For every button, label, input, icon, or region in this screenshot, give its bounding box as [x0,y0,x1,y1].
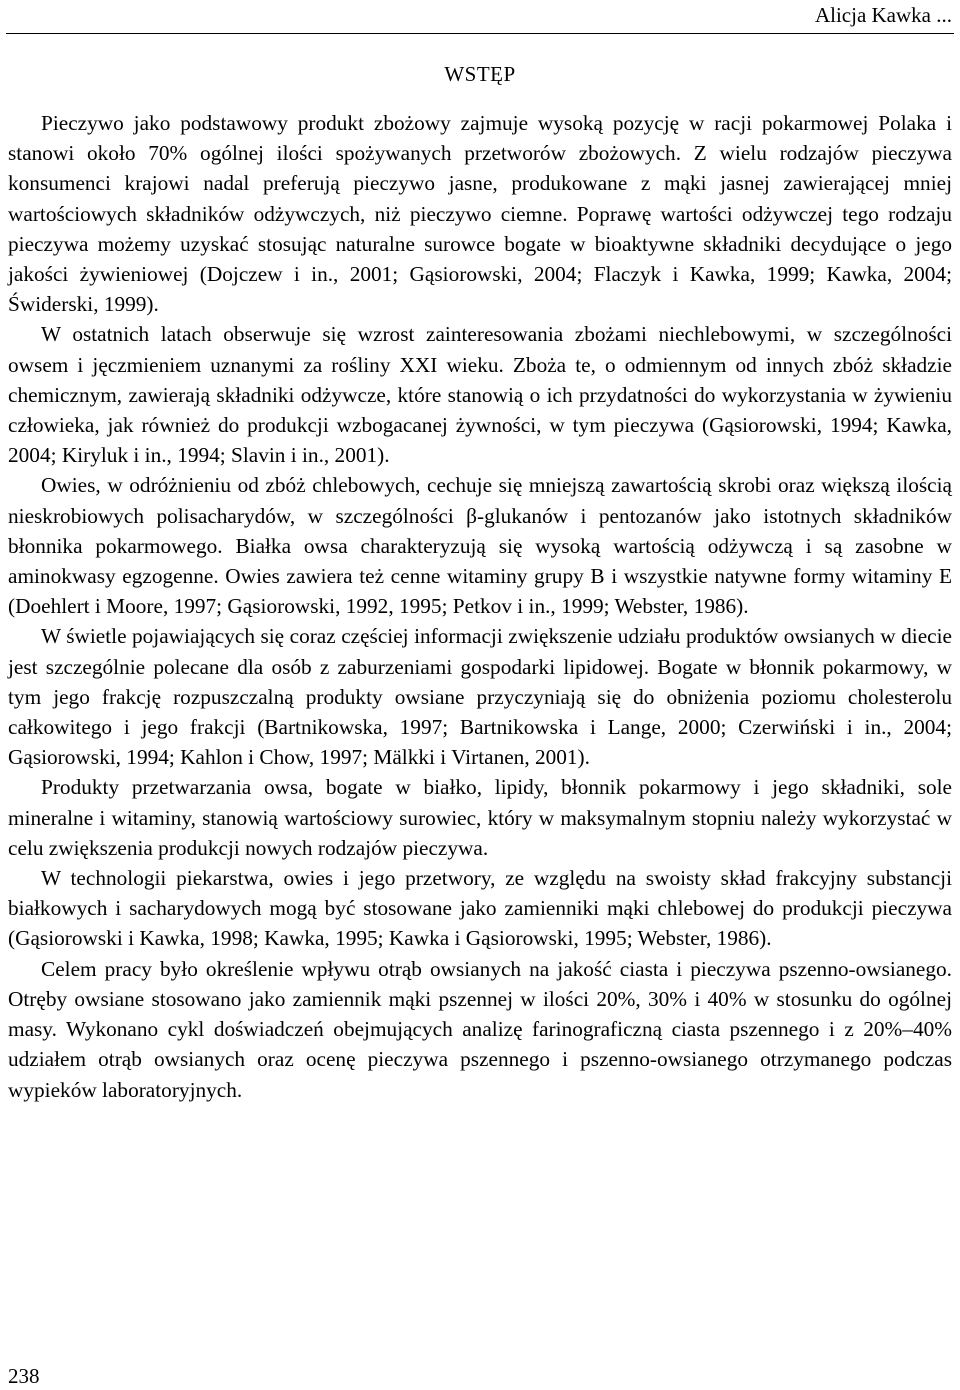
paragraph: Celem pracy było określenie wpływu otrąb owsianych na jakość ciasta i pieczywa pszenno-owsianego. Otręby owsiane stosowano jako zamiennik mąki pszennej w ilości 20%, 30% i 40% w stosunku do ogólnej masy. Wykonano cykl doświadczeń obejmujących analizę farinograficzną ciasta pszennego i z 20%–40% udziałem otrąb owsianych oraz ocenę pieczywa pszennego i pszenno-owsianego otrzymanego podczas wypieków laboratoryjnych. [8,956,952,1102]
paragraph: W ostatnich latach obserwuje się wzrost zainteresowania zbożami niechlebowymi, w szczególności owsem i jęczmieniem uznanymi za rośliny XXI wieku. Zboża te, o odmiennym od innych zbóż składzie chemicznym, zawierają składniki odżywcze, które stanowią o ich przydatności do wykorzystania w żywieniu człowieka, jak również do produkcji wzbogacanej żywności, w tym pieczywa (Gąsiorowski, 1994; Kawka, 2004; Kiryluk i in., 1994; Slavin i in., 2001). [8,322,952,468]
header-divider [6,33,954,34]
paragraph: W technologii piekarstwa, owies i jego przetwory, ze względu na swoisty skład frakcyjny substancji białkowych i sacharydowych mogą być stosowane jako zamienniki mąki chlebowej do produkcji pieczywa (Gąsiorowski i Kawka, 1998; Kawka, 1995; Kawka i Gąsiorowski, 1995; Webster, 1986). [8,866,952,951]
paragraph: Pieczywo jako podstawowy produkt zbożowy zajmuje wysoką pozycję w racji pokarmowej Polaka i stanowi około 70% ogólnej ilości spożywanych przetworów zbożowych. Z wielu rodzajów pieczywa konsumenci krajowi nadal preferują pieczywo jasne, produkowane z mąki jasnej zawierającej mniej wartościowych składników odżywczych, niż pieczywo ciemne. Poprawę wartości odżywczej tego rodzaju pieczywa możemy uzyskać stosując naturalne surowce bogate w bioaktywne składniki decydujące o jego jakości żywieniowej (Dojczew i in., 2001; Gąsiorowski, 2004; Flaczyk i Kawka, 1999; Kawka, 2004; Świderski, 1999). [8,111,952,317]
page-number: 238 [8,1364,40,1388]
running-header: Alicja Kawka ... [814,3,952,27]
paragraph: W świetle pojawiających się coraz częściej informacji zwiększenie udziału produktów owsianych w diecie jest szczególnie polecane dla osób z zaburzeniami gospodarki lipidowej. Bogate w błonnik pokarmowy, w tym jego frakcję rozpuszczalną produkty owsiane przyczyniają się do obniżenia poziomu cholesterolu całkowitego i jego frakcji (Bartnikowska, 1997; Bartnikowska i Lange, 2000; Czerwiński i in., 2004; Gąsiorowski, 1994; Kahlon i Chow, 1997; Mälkki i Virtanen, 2001). [8,624,952,770]
paragraph: Owies, w odróżnieniu od zbóż chlebowych, cechuje się mniejszą zawartością skrobi oraz większą ilością nieskrobiowych polisacharydów, w szczególności β-glukanów i pentozanów jako istotnych składników błonnika pokarmowego. Białka owsa charakteryzują się wysoką wartością odżywczą i są zasobne w aminokwasy egzogenne. Owies zawiera też cenne witaminy grupy B i wszystkie natywne formy witaminy E (Doehlert i Moore, 1997; Gąsiorowski, 1992, 1995; Petkov i in., 1999; Webster, 1986). [8,473,952,619]
section-heading: WSTĘP [444,62,516,86]
body-text [8,108,952,1105]
paragraph: Produkty przetwarzania owsa, bogate w białko, lipidy, błonnik pokarmowy i jego składniki, sole mineralne i witaminy, stanowią wartościowy surowiec, który w maksymalnym stopniu należy wykorzystać w celu zwiększenia produkcji nowych rodzajów pieczywa. [8,775,952,860]
